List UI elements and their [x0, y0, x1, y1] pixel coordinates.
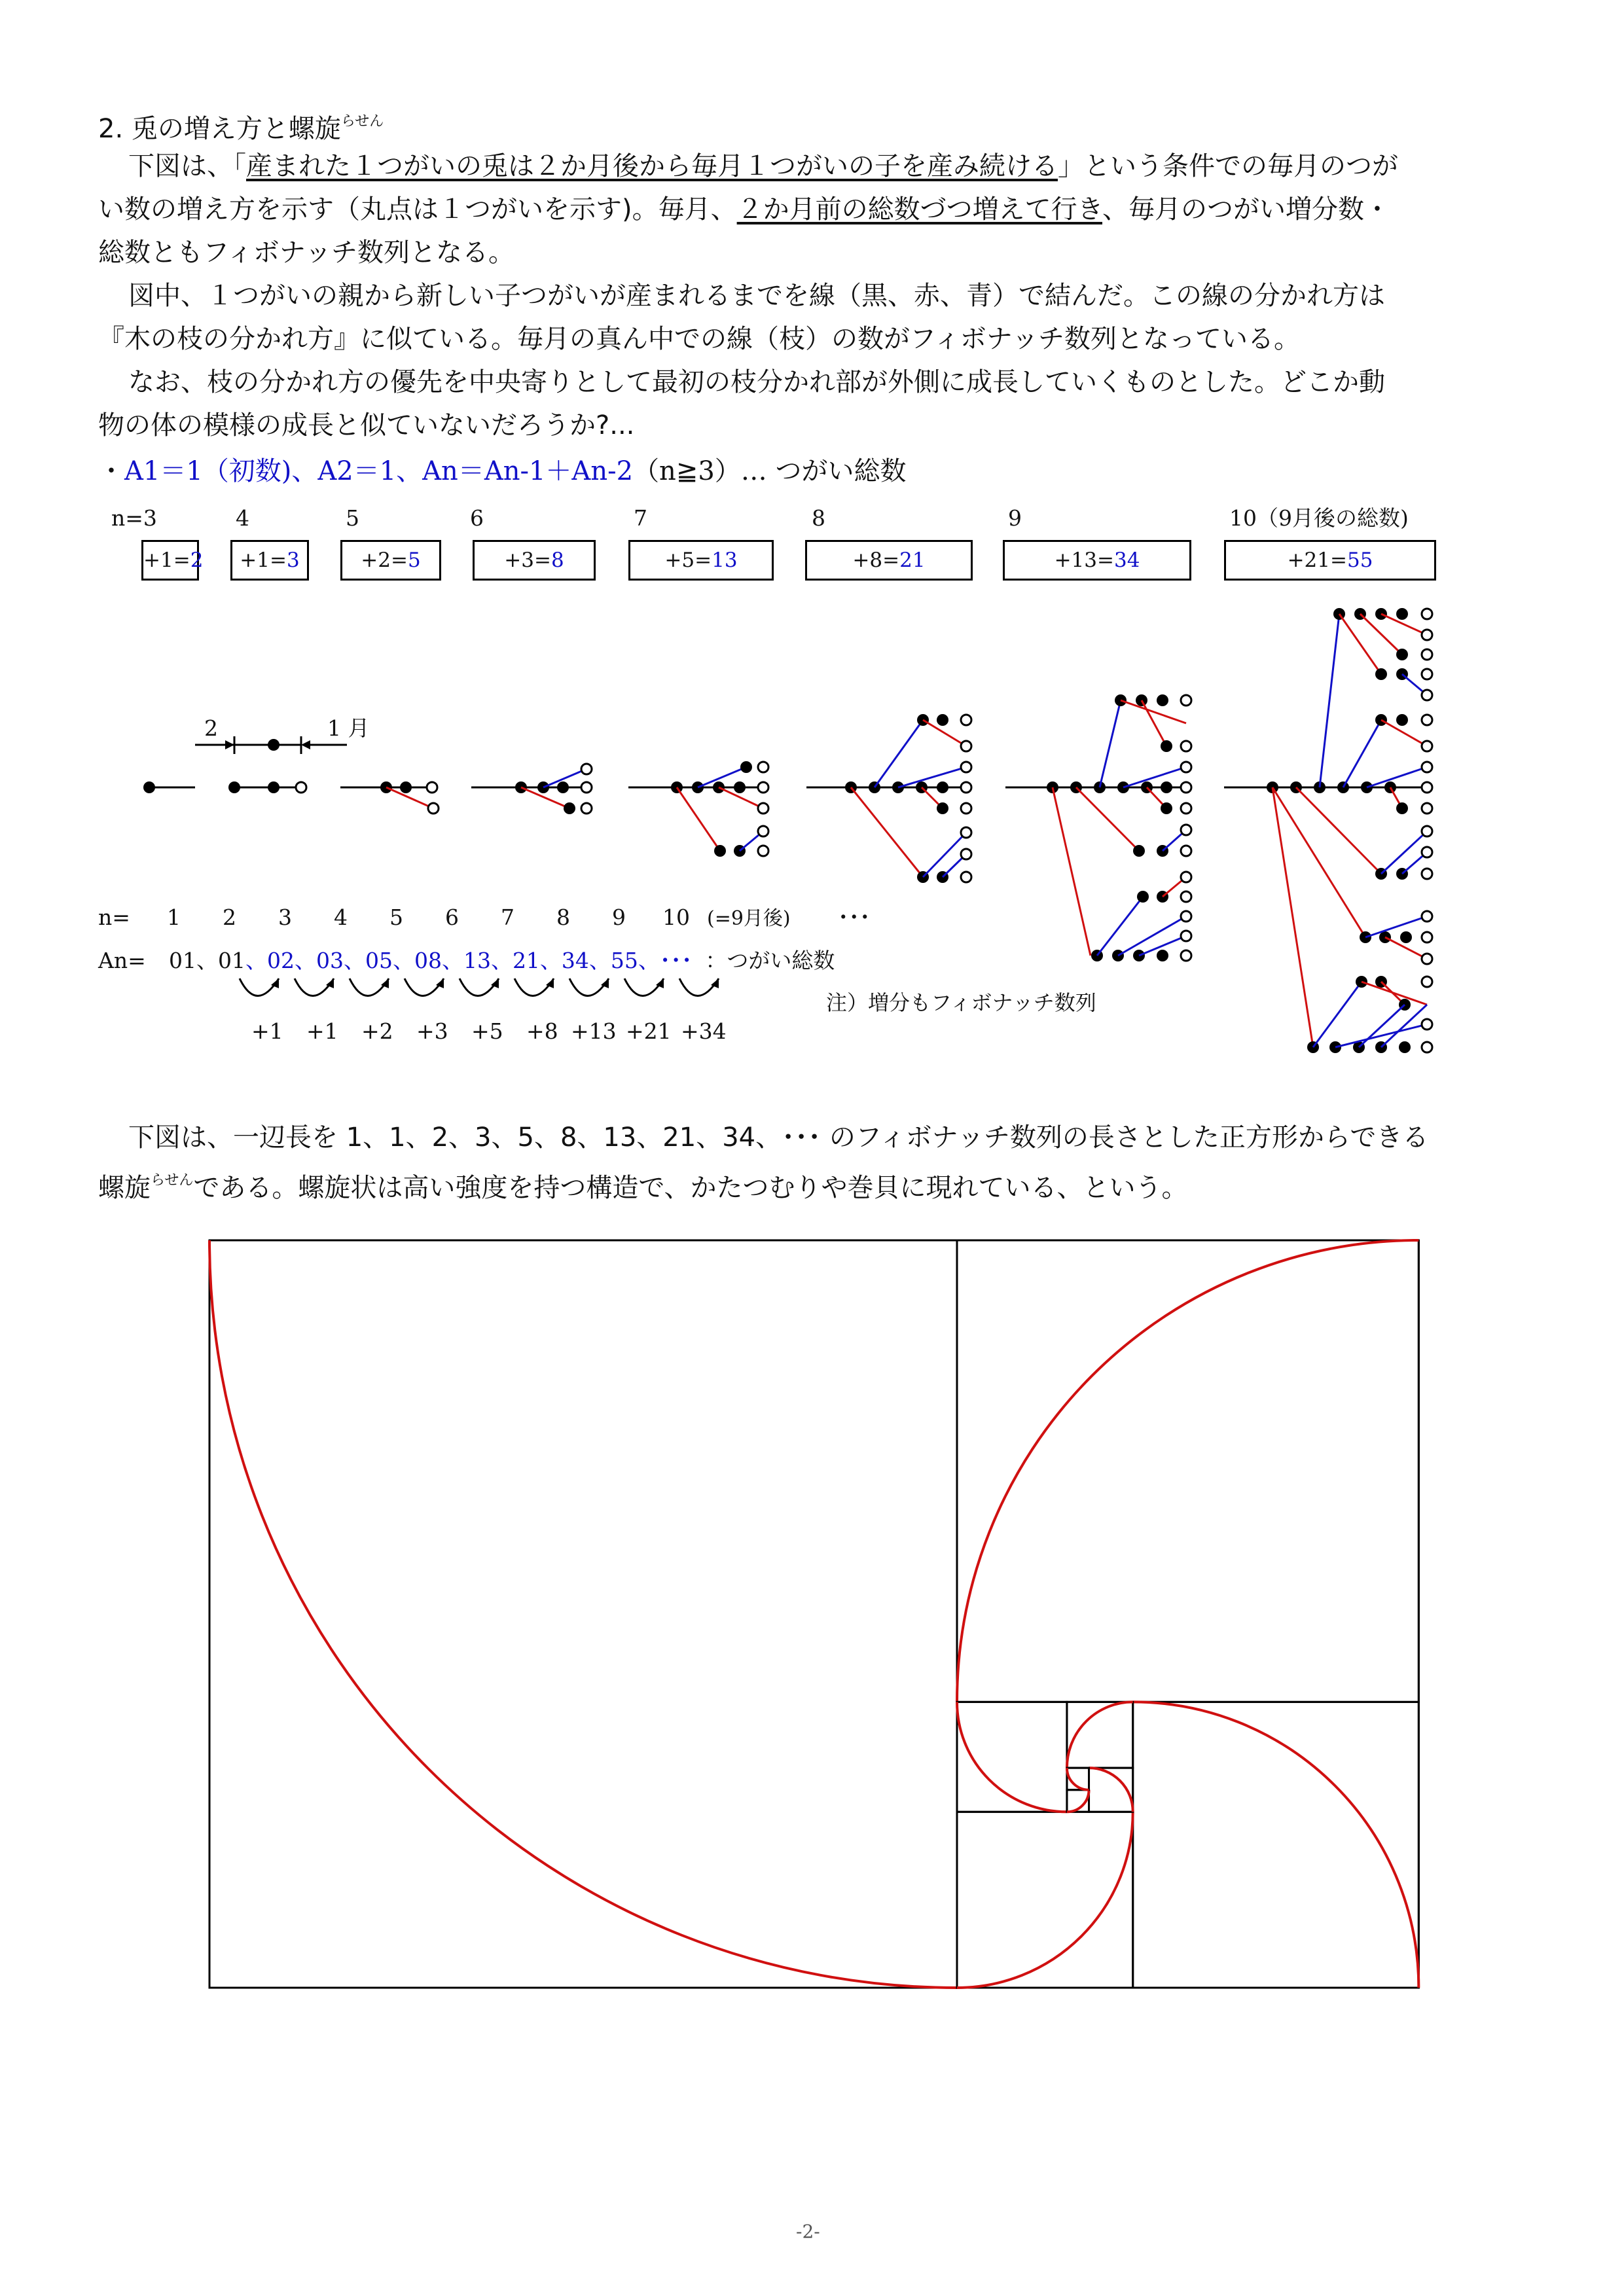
spiral-arc [1089, 1768, 1133, 1812]
increment-box-5: +2=5 [340, 540, 441, 581]
increment-value: +1 [306, 1018, 338, 1044]
n-suffix: (=9月後) [707, 907, 791, 930]
spiral-arc [209, 1240, 957, 1988]
month-label-6: 6 [470, 505, 484, 531]
para4-line2: 螺旋$^{らせん}$である。螺旋状は高い強度を持つ構造で、かたつむりや巻貝に現れている、という。 [98, 1172, 1188, 1203]
increment-box-3: +1=2 [141, 540, 199, 581]
increment-box-10: +21=55 [1224, 540, 1436, 581]
increment-box-7: +5=13 [628, 540, 774, 581]
month-label-4: 4 [236, 505, 249, 531]
para1-line1: 下図は、「産まれた１つがいの兎は２か月後から毎月１つがいの子を産み続ける」という条件での毎月のつが [128, 151, 1398, 181]
para4-line1: 下図は、一辺長を 1、1、2、3、5、8、13、21、34、･･･ のフィボナッチ数列の長さとした正方形からできる [128, 1122, 1429, 1153]
an-values: 01、01、02、03、05、08、13、21、34、55、･･･ ：つがい総数 [169, 948, 835, 973]
increment-note: 注）増分もフィボナッチ数列 [826, 990, 1096, 1015]
gap-label-2: 2 [204, 715, 218, 741]
month-label-7: 7 [634, 505, 647, 531]
month-label-8: 8 [812, 505, 825, 531]
para1-line2: い数の増え方を示す（丸点は１つがいを示す)。毎月、２か月前の総数づつ増えて行き、毎月のつがい増分数・ [98, 194, 1391, 224]
spiral-arc [1067, 1790, 1089, 1812]
increment-value: +1 [251, 1018, 283, 1044]
increment-value: +21 [626, 1018, 672, 1044]
month-label-3: n=3 [111, 505, 157, 531]
n-value: 2 [223, 905, 236, 930]
spiral-arc [957, 1240, 1418, 1702]
page-number: -2- [796, 2221, 820, 2242]
outer-rectangle [209, 1240, 1418, 1988]
n-value: 10 [662, 905, 690, 930]
n-row-label: n= [98, 905, 130, 930]
fibonacci-square [209, 1240, 957, 1988]
spiral-arc [957, 1812, 1133, 1988]
increment-value: +5 [471, 1018, 503, 1044]
increment-value: +2 [361, 1018, 393, 1044]
fibonacci-square [957, 1812, 1133, 1988]
para3-line1: なお、枝の分かれ方の優先を中央寄りとして最初の枝分かれ部が外側に成長していくものとした。どこか動 [128, 367, 1385, 397]
increment-value: +34 [681, 1018, 727, 1044]
gap-label-1-month: 1 月 [327, 715, 370, 741]
increment-value: +3 [416, 1018, 448, 1044]
spiral-arc [957, 1702, 1067, 1812]
spiral-arc [1133, 1702, 1419, 1988]
section-title: 2. 兎の増え方と螺旋$^{らせん}$ [98, 113, 384, 144]
fibonacci-square [957, 1240, 1418, 1702]
fibonacci-square [1133, 1702, 1419, 1988]
para2-line1: 図中、１つがいの親から新しい子つがいが産まれるまでを線（黒、赤、青）で結んだ。この線の分かれ方は [128, 281, 1385, 311]
spiral-arc [1067, 1702, 1133, 1768]
n-value: 7 [501, 905, 514, 930]
formula-line: ・A1＝1（初数)、A2＝1、An＝An-1＋An-2（n≧3）… つがい総数 [98, 456, 907, 486]
increment-box-9: +13=34 [1003, 540, 1191, 581]
n-value: 1 [167, 905, 181, 930]
spiral-arc [1067, 1768, 1089, 1790]
formula-text: A1＝1（初数)、A2＝1、An＝An-1＋An-2 [124, 456, 634, 486]
para1-line3: 総数ともフィボナッチ数列となる。 [98, 238, 514, 268]
an-row-label: An= [98, 948, 146, 973]
n-value: 3 [278, 905, 292, 930]
fibonacci-square [957, 1702, 1067, 1812]
increment-value: +8 [526, 1018, 558, 1044]
para2-line2: 『木の枝の分かれ方』に似ている。毎月の真ん中での線（枝）の数がフィボナッチ数列となっている。 [98, 324, 1300, 354]
increment-box-4: +1=3 [230, 540, 309, 581]
month-label-5: 5 [346, 505, 359, 531]
n-value: 6 [445, 905, 459, 930]
n-value: 4 [334, 905, 348, 930]
increment-box-6: +3=8 [473, 540, 596, 581]
n-value: 9 [612, 905, 626, 930]
n-value: 5 [389, 905, 403, 930]
month-label-10: 10（9月後の総数) [1229, 505, 1409, 531]
increment-box-8: +8=21 [805, 540, 973, 581]
n-ellipsis: ･･･ [838, 905, 871, 930]
increment-value: +13 [571, 1018, 617, 1044]
n-value: 8 [556, 905, 570, 930]
month-label-9: 9 [1008, 505, 1022, 531]
para3-line2: 物の体の模様の成長と似ていないだろうか?... [98, 410, 635, 440]
